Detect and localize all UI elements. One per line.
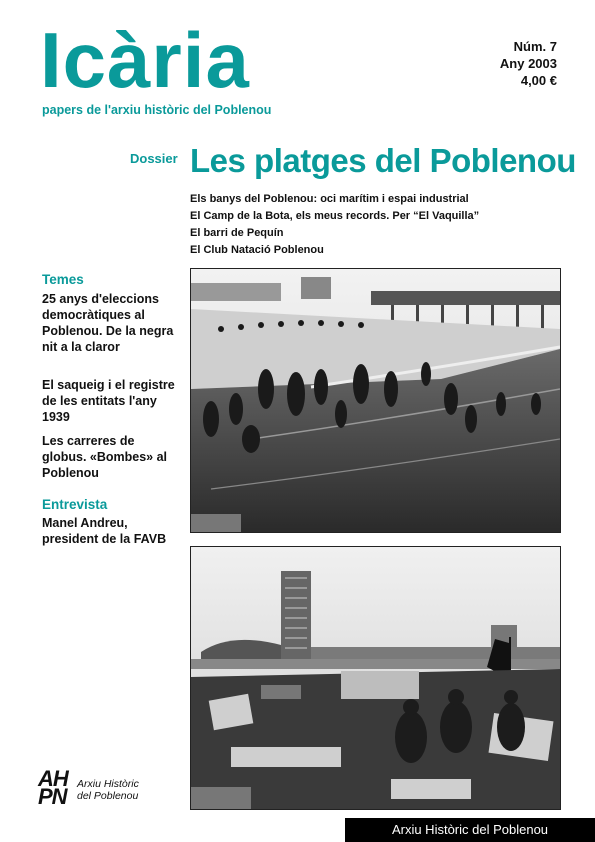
- magazine-subtitle: papers de l'arxiu històric del Poblenou: [42, 103, 272, 117]
- archive-logo-text-line: del Poblenou: [77, 790, 139, 802]
- archive-logo-mark: [38, 766, 68, 809]
- beach-photo: [190, 268, 561, 533]
- harbour-photo: [190, 546, 561, 810]
- entrevista-item: Manel Andreu, president de la FAVB: [42, 516, 167, 546]
- issue-year: Any 2003: [499, 56, 557, 71]
- temes-item: 25 anys d'eleccions democràtiques al Poblenou. De la negra nit a la claror: [42, 292, 174, 354]
- dossier-item: Els banys del Poblenou: oci marítim i espai industrial: [190, 193, 469, 205]
- issue-price: 4,00 €: [520, 73, 557, 88]
- archive-logo-top: AH: [38, 766, 68, 791]
- dossier-label: Dossier: [130, 151, 178, 166]
- archive-logo-text: [77, 778, 139, 802]
- temes-item: El saqueig i el registre de les entitats l'any 1939: [42, 378, 175, 424]
- magazine-logo: Icària: [40, 16, 250, 104]
- archive-logo-bottom: PN: [38, 784, 67, 809]
- dossier-title: Les platges del Poblenou: [190, 142, 576, 179]
- issue-number: Núm. 7: [513, 39, 557, 54]
- archive-logo-text-line: Arxiu Històric: [77, 778, 139, 790]
- issue-info: [500, 38, 557, 89]
- credit-banner: Arxiu Històric del Poblenou: [345, 818, 595, 842]
- temes-label: Temes: [42, 272, 84, 287]
- temes-item: Les carreres de globus. «Bombes» al Poblenou: [42, 434, 168, 480]
- dossier-item: El barri de Pequín: [190, 227, 284, 239]
- dossier-list: [190, 191, 570, 259]
- entrevista-label: Entrevista: [42, 497, 108, 512]
- dossier-item: El Camp de la Bota, els meus records. Per “El Vaquilla”: [190, 210, 480, 222]
- dossier-item: El Club Natació Poblenou: [190, 244, 324, 256]
